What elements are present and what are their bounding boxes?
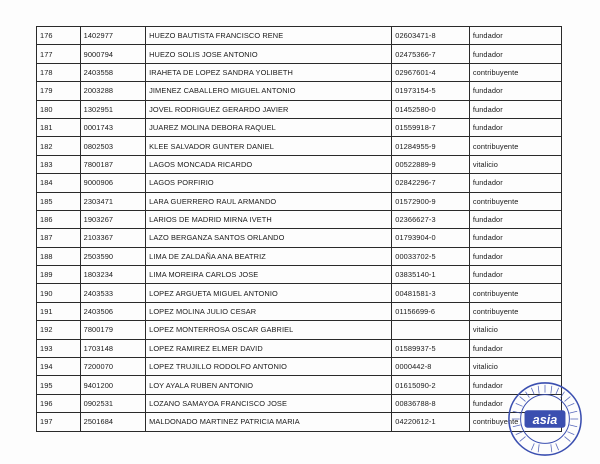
member-name: LOPEZ TRUJILLO RODOLFO ANTONIO xyxy=(146,358,392,376)
member-name: LARA GUERRERO RAUL ARMANDO xyxy=(146,192,392,210)
table-row xyxy=(37,45,562,63)
document-number: 02842296-7 xyxy=(392,174,470,192)
row-number: 195 xyxy=(37,376,81,394)
document-number: 01589937-5 xyxy=(392,339,470,357)
member-id: 1803234 xyxy=(80,266,145,284)
document-number: 02967601-4 xyxy=(392,63,470,81)
member-type: fundador xyxy=(469,45,561,63)
document-number: 01156699-6 xyxy=(392,302,470,320)
member-type: fundador xyxy=(469,376,561,394)
row-number: 193 xyxy=(37,339,81,357)
member-id: 9000906 xyxy=(80,174,145,192)
members-table-body xyxy=(37,27,562,432)
table-row xyxy=(37,394,562,412)
member-type: contribuyente xyxy=(469,192,561,210)
member-id: 2403533 xyxy=(80,284,145,302)
member-name: LIMA MOREIRA CARLOS JOSE xyxy=(146,266,392,284)
row-number: 183 xyxy=(37,155,81,173)
member-name: LOPEZ MOLINA JULIO CESAR xyxy=(146,302,392,320)
member-id: 2503590 xyxy=(80,247,145,265)
member-id: 2303471 xyxy=(80,192,145,210)
document-number: 04220612-1 xyxy=(392,413,470,431)
member-id: 2403506 xyxy=(80,302,145,320)
row-number: 186 xyxy=(37,210,81,228)
document-number: 00481581-3 xyxy=(392,284,470,302)
members-table xyxy=(36,26,562,432)
member-name: JUAREZ MOLINA DEBORA RAQUEL xyxy=(146,118,392,136)
document-number: 00033702-5 xyxy=(392,247,470,265)
document-number xyxy=(392,321,470,339)
row-number: 184 xyxy=(37,174,81,192)
member-type: vitalicio xyxy=(469,321,561,339)
row-number: 178 xyxy=(37,63,81,81)
member-type: fundador xyxy=(469,266,561,284)
member-type: fundador xyxy=(469,27,561,45)
member-name: LAGOS MONCADA RICARDO xyxy=(146,155,392,173)
member-id: 2103367 xyxy=(80,229,145,247)
table-row xyxy=(37,229,562,247)
row-number: 197 xyxy=(37,413,81,431)
row-number: 182 xyxy=(37,137,81,155)
member-name: JIMENEZ CABALLERO MIGUEL ANTONIO xyxy=(146,82,392,100)
member-name: LAZO BERGANZA SANTOS ORLANDO xyxy=(146,229,392,247)
row-number: 188 xyxy=(37,247,81,265)
member-type: contribuyente xyxy=(469,63,561,81)
member-type: contribuyente xyxy=(469,137,561,155)
document-number: 00836788-8 xyxy=(392,394,470,412)
document-number: 0000442-8 xyxy=(392,358,470,376)
table-row xyxy=(37,266,562,284)
member-name: LOPEZ RAMIREZ ELMER DAVID xyxy=(146,339,392,357)
member-id: 9401200 xyxy=(80,376,145,394)
row-number: 187 xyxy=(37,229,81,247)
member-type: contribuyente xyxy=(469,302,561,320)
row-number: 180 xyxy=(37,100,81,118)
member-id: 2403558 xyxy=(80,63,145,81)
table-row xyxy=(37,137,562,155)
member-id: 1903267 xyxy=(80,210,145,228)
member-name: LAGOS PORFIRIO xyxy=(146,174,392,192)
row-number: 194 xyxy=(37,358,81,376)
member-type: fundador xyxy=(469,339,561,357)
member-name: KLEE SALVADOR GUNTER DANIEL xyxy=(146,137,392,155)
row-number: 176 xyxy=(37,27,81,45)
document-number: 01284955-9 xyxy=(392,137,470,155)
document-number: 00522889-9 xyxy=(392,155,470,173)
member-type: vitalicio xyxy=(469,358,561,376)
member-type: fundador xyxy=(469,174,561,192)
member-id: 7200070 xyxy=(80,358,145,376)
member-type: fundador xyxy=(469,118,561,136)
row-number: 189 xyxy=(37,266,81,284)
member-type: vitalicio xyxy=(469,155,561,173)
member-type: fundador xyxy=(469,394,561,412)
table-row xyxy=(37,210,562,228)
member-name: LARIOS DE MADRID MIRNA IVETH xyxy=(146,210,392,228)
document-number: 02366627-3 xyxy=(392,210,470,228)
row-number: 192 xyxy=(37,321,81,339)
member-id: 7800179 xyxy=(80,321,145,339)
document-number: 01572900-9 xyxy=(392,192,470,210)
table-row xyxy=(37,358,562,376)
table-row xyxy=(37,155,562,173)
document-number: 01973154-5 xyxy=(392,82,470,100)
table-row xyxy=(37,247,562,265)
document-number: 02603471-8 xyxy=(392,27,470,45)
member-id: 0802503 xyxy=(80,137,145,155)
table-row xyxy=(37,174,562,192)
document-number: 01793904-0 xyxy=(392,229,470,247)
member-id: 7800187 xyxy=(80,155,145,173)
member-type: fundador xyxy=(469,210,561,228)
table-row xyxy=(37,321,562,339)
member-name: IRAHETA DE LOPEZ SANDRA YOLIBETH xyxy=(146,63,392,81)
member-type: contribuyente xyxy=(469,284,561,302)
association-seal xyxy=(506,380,584,458)
member-name: MALDONADO MARTINEZ PATRICIA MARIA xyxy=(146,413,392,431)
member-name: LOPEZ ARGUETA MIGUEL ANTONIO xyxy=(146,284,392,302)
member-type: fundador xyxy=(469,82,561,100)
document-number: 01615090-2 xyxy=(392,376,470,394)
member-id: 9000794 xyxy=(80,45,145,63)
table-row xyxy=(37,192,562,210)
row-number: 191 xyxy=(37,302,81,320)
table-row xyxy=(37,339,562,357)
document-number: 01559918-7 xyxy=(392,118,470,136)
member-type: contribuyente xyxy=(469,413,561,431)
member-id: 2501684 xyxy=(80,413,145,431)
document-number: 01452580-0 xyxy=(392,100,470,118)
document-number: 03835140-1 xyxy=(392,266,470,284)
member-id: 0001743 xyxy=(80,118,145,136)
member-name: LOZANO SAMAYOA FRANCISCO JOSE xyxy=(146,394,392,412)
member-name: LOY AYALA RUBEN ANTONIO xyxy=(146,376,392,394)
member-id: 1703148 xyxy=(80,339,145,357)
table-row xyxy=(37,284,562,302)
row-number: 185 xyxy=(37,192,81,210)
table-row xyxy=(37,302,562,320)
member-type: fundador xyxy=(469,247,561,265)
member-id: 2003288 xyxy=(80,82,145,100)
member-type: fundador xyxy=(469,229,561,247)
table-row xyxy=(37,100,562,118)
row-number: 179 xyxy=(37,82,81,100)
row-number: 190 xyxy=(37,284,81,302)
seal-logo-text: asia xyxy=(532,412,558,427)
table-row xyxy=(37,27,562,45)
member-name: LIMA DE ZALDAÑA ANA BEATRIZ xyxy=(146,247,392,265)
table-row xyxy=(37,413,562,431)
row-number: 196 xyxy=(37,394,81,412)
table-row xyxy=(37,63,562,81)
member-name: JOVEL RODRIGUEZ GERARDO JAVIER xyxy=(146,100,392,118)
member-id: 1302951 xyxy=(80,100,145,118)
document-number: 02475366-7 xyxy=(392,45,470,63)
table-row xyxy=(37,376,562,394)
table-row xyxy=(37,118,562,136)
member-id: 0902531 xyxy=(80,394,145,412)
row-number: 177 xyxy=(37,45,81,63)
member-name: LOPEZ MONTERROSA OSCAR GABRIEL xyxy=(146,321,392,339)
member-id: 1402977 xyxy=(80,27,145,45)
member-type: fundador xyxy=(469,100,561,118)
member-name: HUEZO BAUTISTA FRANCISCO RENE xyxy=(146,27,392,45)
row-number: 181 xyxy=(37,118,81,136)
table-row xyxy=(37,82,562,100)
member-name: HUEZO SOLIS JOSE ANTONIO xyxy=(146,45,392,63)
